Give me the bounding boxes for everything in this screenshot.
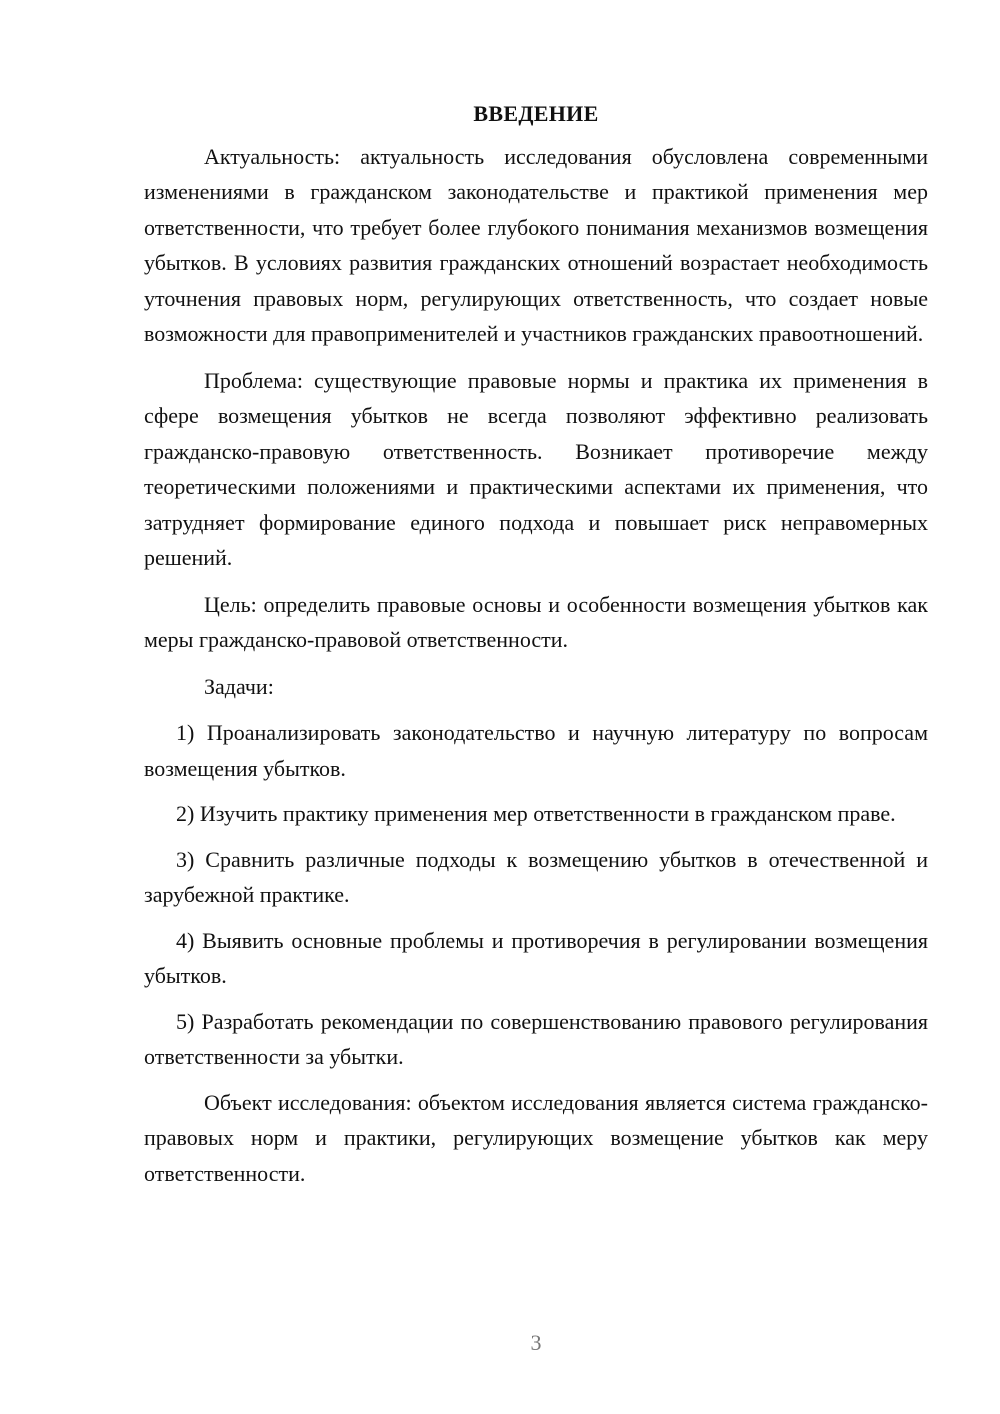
tasks-heading: Задачи:	[204, 673, 274, 699]
paragraph-problem: Проблема: существующие правовые нормы и практика их применения в сфере возмещения убытков не всегда позволяют эффективно реализовать гражданско-правовую ответственность. Возникает противоречие между теоретическими положениями и практическими аспектами их применения, что затрудняет формирование единого подхода и повышает риск неправомерных решений.	[144, 367, 928, 570]
task-item-5: 5) Разработать рекомендации по совершенствованию правового регулирования ответственности за убытки.	[144, 1008, 928, 1069]
paragraph-object: Объект исследования: объектом исследования является система гражданско-правовых норм и практики, регулирующих возмещение убытков как меру ответственности.	[144, 1089, 928, 1186]
page-title: ВВЕДЕНИЕ	[473, 101, 599, 126]
document-page	[144, 96, 928, 1202]
page-number: 3	[530, 1330, 542, 1355]
task-item-1: 1) Проанализировать законодательство и научную литературу по вопросам возмещения убытков.	[144, 720, 928, 781]
task-item-3: 3) Сравнить различные подходы к возмещению убытков в отечественной и зарубежной практике.	[144, 846, 928, 907]
paragraph-relevance: Актуальность: актуальность исследования обусловлена современными изменениями в гражданском законодательстве и практикой применения мер ответственности, что требует более глубокого понимания механизмов возмещения убытков. В условиях развития гражданских отношений возрастает необходимость уточнения правовых норм, регулирующих ответственность, что создает новые возможности для правоприменителей и участников гражданских правоотношений.	[144, 143, 928, 346]
paragraph-goal: Цель: определить правовые основы и особенности возмещения убытков как меры гражданско-правовой ответственности.	[144, 591, 928, 652]
task-item-4: 4) Выявить основные проблемы и противоречия в регулировании возмещения убытков.	[144, 927, 928, 988]
task-item-2: 2) Изучить практику применения мер ответственности в гражданском праве.	[176, 801, 896, 826]
